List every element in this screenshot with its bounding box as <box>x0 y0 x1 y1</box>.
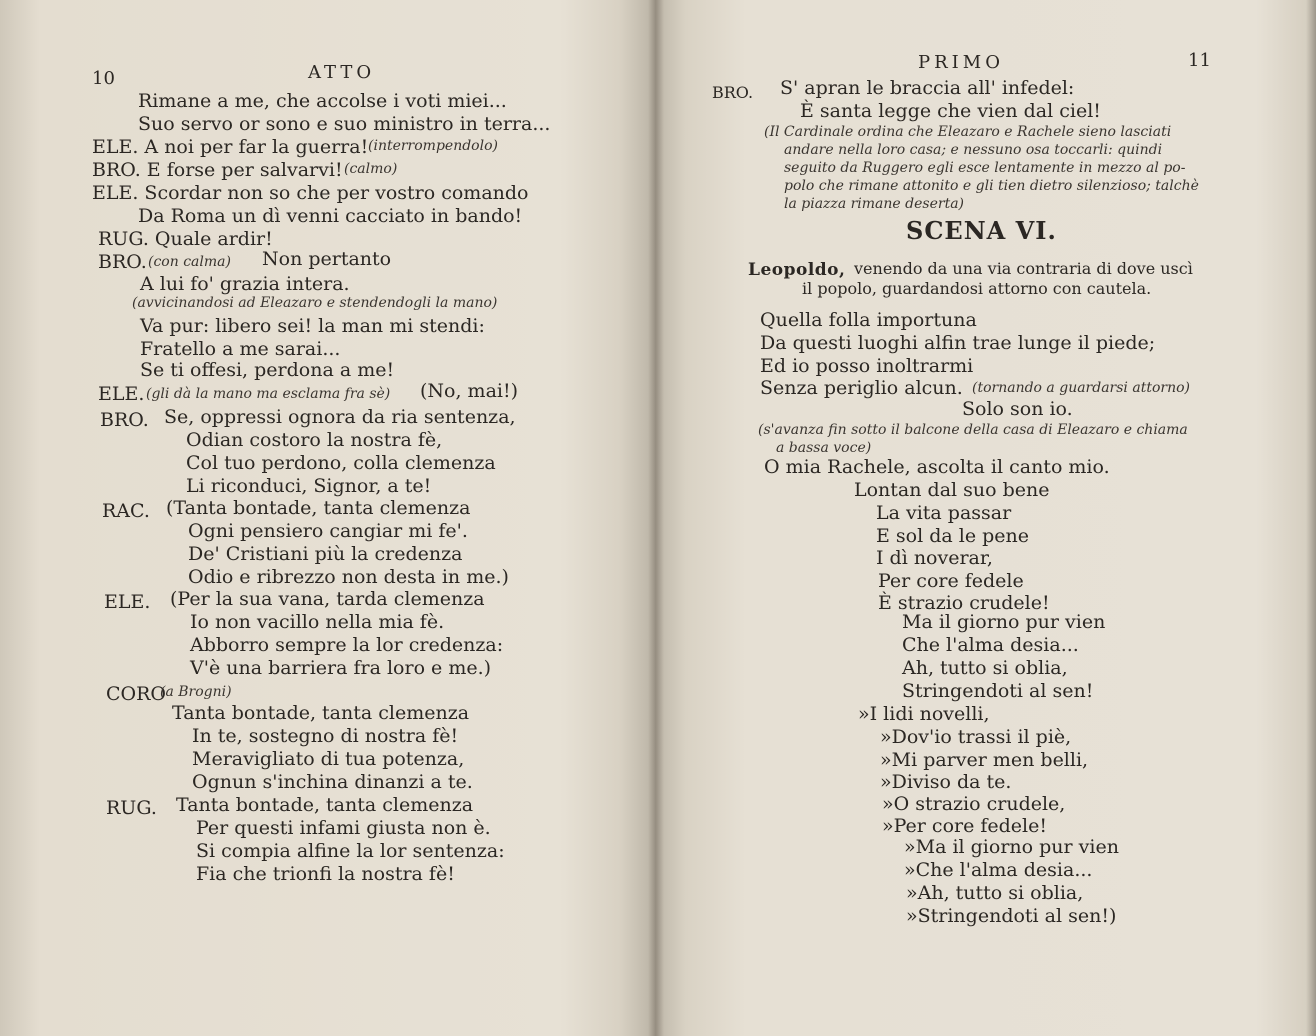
speaker: ELE. <box>98 383 145 405</box>
text-line: Tanta bontade, tanta clemenza <box>176 794 474 816</box>
text-line: Lontan dal suo bene <box>854 479 1050 501</box>
stage-direction: (a Brogni) <box>160 684 232 700</box>
left-page <box>0 0 656 1036</box>
text-line: Ma il giorno pur vien <box>902 611 1106 633</box>
stage-direction: venendo da una via contraria di dove uscì <box>854 259 1193 278</box>
text-line: Se ti offesi, perdona a me! <box>140 359 395 381</box>
text-line: Tanta bontade, tanta clemenza <box>172 702 470 724</box>
text-line: RUG. Quale ardir! <box>98 228 273 250</box>
text-line: Li riconduci, Signor, a te! <box>186 475 432 497</box>
text-line: Suo servo or sono e suo ministro in terra... <box>138 113 551 135</box>
text-line: E sol da le pene <box>876 525 1029 547</box>
text-line: Odian costoro la nostra fè, <box>186 429 443 451</box>
text-line: O mia Rachele, ascolta il canto mio. <box>764 456 1110 478</box>
speaker: RAC. <box>102 500 150 522</box>
text-line: Ah, tutto si oblia, <box>902 657 1068 679</box>
text-line: Che l'alma desia... <box>902 634 1079 656</box>
right-page <box>656 0 1316 1036</box>
text-line: »I lidi novelli, <box>858 703 990 725</box>
text-line: Senza periglio alcun. <box>760 377 963 399</box>
text-line: Ed io posso inoltrarmi <box>760 355 974 377</box>
text-line: »Stringendoti al sen!) <box>906 905 1117 927</box>
scene-heading: SCENA VI. <box>906 216 1057 245</box>
stage-direction: (interrompendolo) <box>368 138 498 154</box>
stage-direction: la piazza rimane deserta) <box>784 196 964 212</box>
text-line: Per core fedele <box>878 570 1024 592</box>
text-line: In te, sostegno di nostra fè! <box>192 725 459 747</box>
speaker: CORO <box>106 683 166 705</box>
page-number: 11 <box>1188 50 1211 71</box>
text-line: Abborro sempre la lor credenza: <box>190 634 504 656</box>
text-line: Solo son io. <box>962 398 1073 420</box>
text-line: Odio e ribrezzo non desta in me.) <box>188 566 509 588</box>
text-line: Ogni pensiero cangiar mi fe'. <box>188 520 468 542</box>
speaker: BRO. <box>98 251 147 273</box>
stage-direction: (calmo) <box>344 161 398 177</box>
running-head: PRIMO <box>918 52 1004 73</box>
text-line: Si compia alfine la lor sentenza: <box>196 840 505 862</box>
stage-direction: polo che rimane attonito e gli tien dietro silenzioso; talchè <box>784 178 1199 194</box>
character-name: Leopoldo, <box>748 260 846 280</box>
stage-direction: a bassa voce) <box>776 440 872 456</box>
text-line: La vita passar <box>876 502 1012 524</box>
text-line: Da Roma un dì venni cacciato in bando! <box>138 205 523 227</box>
text-line: Per questi infami giusta non è. <box>196 817 491 839</box>
text-line: I dì noverar, <box>876 547 993 569</box>
page-number: 10 <box>92 68 115 89</box>
speaker: BRO. <box>100 409 149 431</box>
text-line: »O strazio crudele, <box>882 793 1066 815</box>
text-line: (Per la sua vana, tarda clemenza <box>170 588 485 610</box>
stage-direction: (tornando a guardarsi attorno) <box>972 380 1190 396</box>
text-line: S' apran le braccia all' infedel: <box>780 77 1075 99</box>
text-line: (No, mai!) <box>420 380 519 402</box>
text-line: Ognun s'inchina dinanzi a te. <box>192 771 473 793</box>
stage-direction: il popolo, guardandosi attorno con cautela. <box>802 279 1152 298</box>
text-line: È santa legge che vien dal ciel! <box>800 100 1101 122</box>
text-line: Fratello a me sarai... <box>140 338 341 360</box>
text-line: BRO. E forse per salvarvi! <box>92 159 343 181</box>
text-line: Fia che trionfi la nostra fè! <box>196 863 455 885</box>
text-line: »Diviso da te. <box>880 771 1012 793</box>
text-line: De' Cristiani più la credenza <box>188 543 463 565</box>
text-line: Col tuo perdono, colla clemenza <box>186 452 496 474</box>
stage-direction: seguito da Ruggero egli esce lentamente in mezzo al po- <box>784 160 1186 176</box>
stage-direction: (con calma) <box>148 254 231 270</box>
stage-direction: (Il Cardinale ordina che Eleazaro e Rachele sieno lasciati <box>764 124 1172 140</box>
text-line: Stringendoti al sen! <box>902 680 1094 702</box>
text-line: Da questi luoghi alfin trae lunge il piede; <box>760 332 1156 354</box>
text-line: Rimane a me, che accolse i voti miei... <box>138 90 507 112</box>
book-gutter <box>648 0 664 1036</box>
text-line: »Mi parver men belli, <box>880 749 1089 771</box>
stage-direction: (gli dà la mano ma esclama fra sè) <box>146 386 391 402</box>
text-line: ELE. A noi per far la guerra! <box>92 136 369 158</box>
text-line: »Ah, tutto si oblia, <box>906 882 1084 904</box>
text-line: ELE. Scordar non so che per vostro comando <box>92 182 529 204</box>
speaker: ELE. <box>104 591 151 613</box>
stage-direction: andare nella loro casa; e nessuno osa toccarli: quindi <box>784 142 1163 158</box>
stage-direction: (s'avanza fin sotto il balcone della casa di Eleazaro e chiama <box>758 422 1188 438</box>
text-line: Io non vacillo nella mia fè. <box>190 611 445 633</box>
text-line: V'è una barriera fra loro e me.) <box>190 657 492 679</box>
speaker: RUG. <box>106 797 157 819</box>
text-line: È strazio crudele! <box>878 592 1050 614</box>
text-line: Se, oppressi ognora da ria sentenza, <box>164 406 516 428</box>
text-line: Va pur: libero sei! la man mi stendi: <box>140 315 485 337</box>
text-line: Meravigliato di tua potenza, <box>192 748 465 770</box>
stage-direction: (avvicinandosi ad Eleazaro e stendendogli la mano) <box>132 295 498 311</box>
text-line: Quella folla importuna <box>760 309 977 331</box>
text-line: »Che l'alma desia... <box>904 859 1093 881</box>
text-line: Non pertanto <box>262 248 392 270</box>
text-line: »Per core fedele! <box>882 815 1048 837</box>
running-head: ATTO <box>308 62 376 83</box>
text-line: »Dov'io trassi il piè, <box>880 726 1072 748</box>
speaker: BRO. <box>712 83 754 102</box>
text-line: A lui fo' grazia intera. <box>140 273 350 295</box>
text-line: (Tanta bontade, tanta clemenza <box>166 497 471 519</box>
text-line: »Ma il giorno pur vien <box>904 836 1119 858</box>
